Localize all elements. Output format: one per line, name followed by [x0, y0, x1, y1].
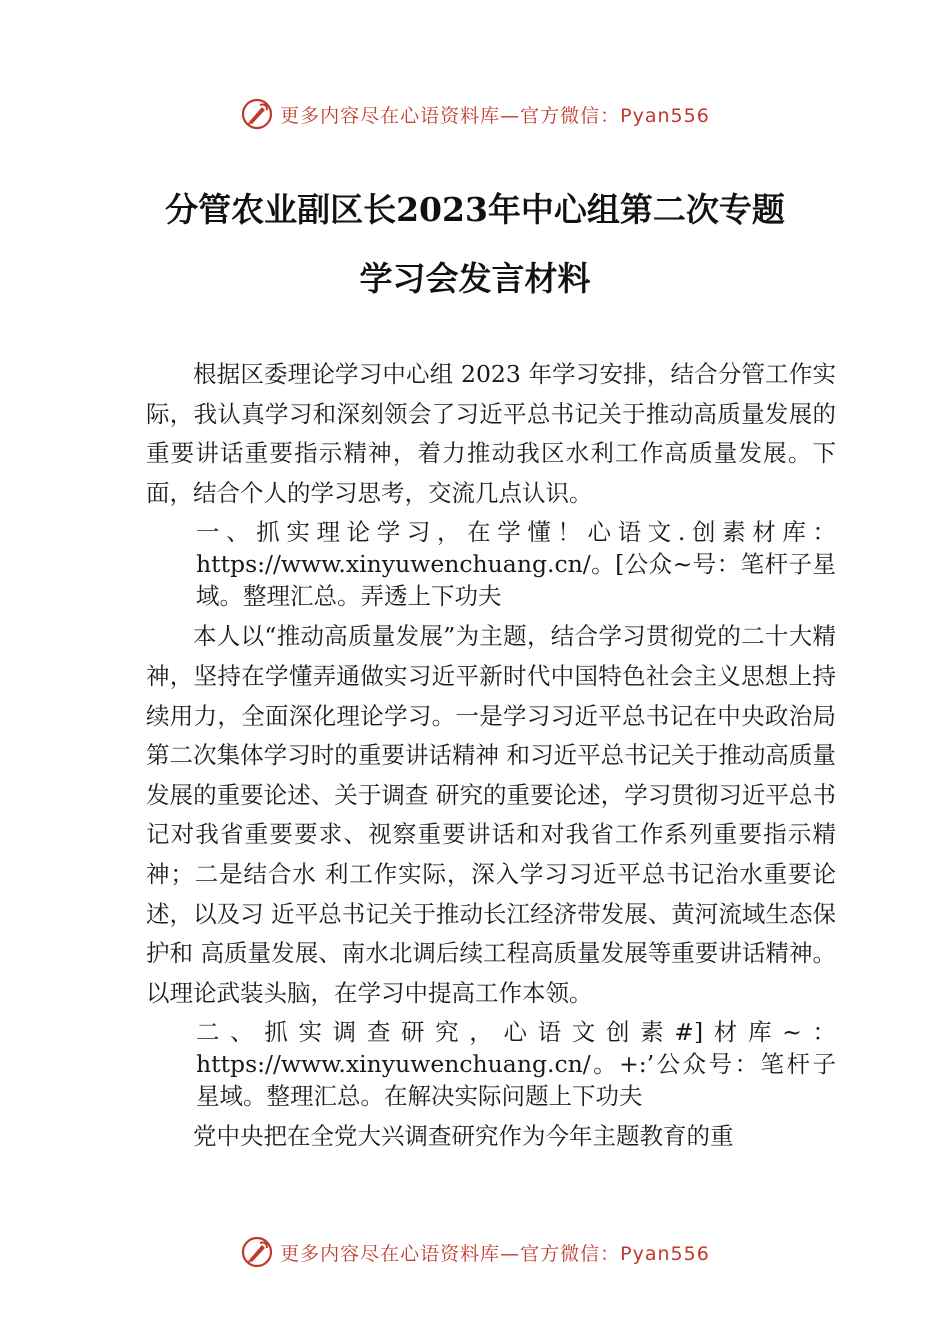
paragraph-intro: 根据区委理论学习中心组 2023 年学习安排，结合分管工作实际，我认真学习和深刻领会了习近平总书记关于推动高质量发展的重要讲话重要指示精神，着力推动我区水利工作高质量发展。下面，结合个人的学习思考，交流几点认识。	[146, 360, 836, 507]
paragraph-section-2: 党中央把在全党大兴调查研究作为今年主题教育的重	[193, 1122, 734, 1151]
section-heading-1: 一、抓实理论学习，在学懂！心语文.创素材库：https://www.xinyuwenchuang.cn/。[公众~号：笔杆子星域。整理汇总。弄透上下功夫	[196, 518, 836, 611]
title-line-2: 学习会发言材料	[359, 259, 591, 298]
title-line-1: 分管农业副区长2023年中心组第二次专题	[165, 190, 785, 229]
pen-nib-logo-icon	[240, 1235, 274, 1269]
banner-text: 更多内容尽在心语资料库—官方微信：Pyan556	[280, 104, 710, 127]
banner-text: 更多内容尽在心语资料库—官方微信：Pyan556	[280, 1242, 710, 1265]
footer-banner	[0, 1232, 950, 1272]
section-heading-2: 二、抓实调查研究，心语文创素#]材库~：https://www.xinyuwenchuang.cn/。+:’公众号：笔杆子星域。整理汇总。在解决实际问题上下功夫	[196, 1018, 836, 1111]
document-body	[146, 355, 836, 1157]
paragraph-section-1: 本人以“推动高质量发展”为主题，结合学习贯彻党的二十大精神，坚持在学懂弄通做实习近平新时代中国特色社会主义思想上持续用力，全面深化理论学习。一是学习习近平总书记在中央政治局第二次集体学习时的重要讲话精神 和习近平总书记关于推动高质量发展的重要论述、关于调查 研究的重要论述，学习贯彻习近平总书记对我省重要要求、视察重要讲话和对我省工作系列重要指示精神；二是结合水 利工作实际，深入学习习近平总书记治水重要论述，以及习 近平总书记关于推动长江经济带发展、黄河流域生态保护和 高质量发展、南水北调后续工程高质量发展等重要讲话精神。以理论武装头脑，在学习中提高工作本领。	[146, 622, 836, 1007]
header-banner	[0, 94, 950, 134]
pen-nib-logo-icon	[240, 97, 274, 131]
